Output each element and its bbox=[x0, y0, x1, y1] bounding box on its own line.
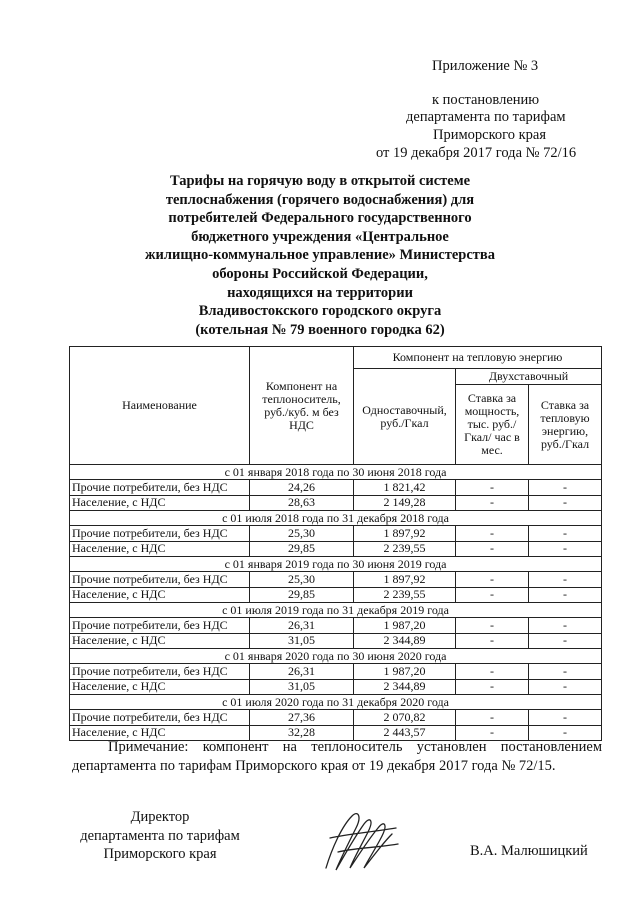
cell-energy-rate: - bbox=[529, 664, 602, 680]
title-line: бюджетного учреждения «Центральное bbox=[191, 228, 449, 245]
cell-single-rate: 2 344,89 bbox=[354, 633, 456, 649]
cell-energy-rate: - bbox=[529, 587, 602, 603]
cell-carrier: 29,85 bbox=[250, 587, 354, 603]
cell-carrier: 25,30 bbox=[250, 526, 354, 542]
header-energy-component: Компонент на тепловую энергию bbox=[354, 347, 602, 369]
cell-name: Население, с НДС bbox=[70, 587, 250, 603]
signatory-position bbox=[66, 808, 254, 864]
header-two-rate: Двухставочный bbox=[456, 369, 602, 385]
cell-single-rate: 2 070,82 bbox=[354, 710, 456, 726]
cell-energy-rate: - bbox=[529, 679, 602, 695]
document-title bbox=[100, 172, 540, 339]
cell-name: Население, с НДС bbox=[70, 725, 250, 741]
title-line: находящихся на территории bbox=[227, 284, 413, 301]
header-single-rate: Одноставочный, руб./Гкал bbox=[354, 369, 456, 465]
cell-single-rate: 1 897,92 bbox=[354, 572, 456, 588]
cell-carrier: 26,31 bbox=[250, 664, 354, 680]
note-line1: Примечание: компонент на теплоноситель установлен постановлением bbox=[108, 739, 602, 755]
tariff-table bbox=[69, 346, 602, 741]
cell-energy-rate: - bbox=[529, 526, 602, 542]
header-name: Наименование bbox=[70, 347, 250, 465]
handwritten-signature bbox=[318, 808, 404, 876]
cell-energy-rate: - bbox=[529, 618, 602, 634]
cell-carrier: 31,05 bbox=[250, 633, 354, 649]
cell-carrier: 25,30 bbox=[250, 572, 354, 588]
header-capacity-rate: Ставка за мощность, тыс. руб./Гкал/ час в мес. bbox=[456, 385, 529, 465]
table-row bbox=[70, 480, 602, 496]
header-energy-rate: Ставка за тепловую энергию, руб./Гкал bbox=[529, 385, 602, 465]
cell-carrier: 24,26 bbox=[250, 480, 354, 496]
appendix-ref-line3: Приморского края bbox=[433, 127, 547, 143]
cell-name: Прочие потребители, без НДС bbox=[70, 526, 250, 542]
cell-name: Прочие потребители, без НДС bbox=[70, 664, 250, 680]
period-label: с 01 июля 2018 года по 31 декабря 2018 года bbox=[70, 511, 602, 526]
signatory-name: В.А. Малюшицкий bbox=[470, 843, 588, 859]
table-row bbox=[70, 618, 602, 634]
cell-capacity-rate: - bbox=[456, 725, 529, 741]
note-line2: департамента по тарифам Приморского края от 19 декабря 2017 года № 72/15. bbox=[72, 758, 556, 774]
cell-energy-rate: - bbox=[529, 541, 602, 557]
title-line: обороны Российской Федерации, bbox=[212, 265, 428, 282]
cell-single-rate: 1 987,20 bbox=[354, 618, 456, 634]
cell-single-rate: 1 897,92 bbox=[354, 526, 456, 542]
period-label: с 01 января 2018 года по 30 июня 2018 года bbox=[70, 465, 602, 480]
period-label: с 01 июля 2019 года по 31 декабря 2019 года bbox=[70, 603, 602, 618]
table-row bbox=[70, 526, 602, 542]
cell-capacity-rate: - bbox=[456, 526, 529, 542]
cell-capacity-rate: - bbox=[456, 587, 529, 603]
cell-single-rate: 2 239,55 bbox=[354, 541, 456, 557]
table-row bbox=[70, 664, 602, 680]
title-line: Тарифы на горячую воду в открытой системе bbox=[169, 173, 471, 189]
table-row bbox=[70, 495, 602, 511]
period-row bbox=[70, 511, 602, 526]
cell-capacity-rate: - bbox=[456, 572, 529, 588]
table-row bbox=[70, 572, 602, 588]
cell-carrier: 31,05 bbox=[250, 679, 354, 695]
tariff-table-body bbox=[70, 465, 602, 741]
period-row bbox=[70, 603, 602, 618]
title-line: жилищно-коммунальное управление» Министерства bbox=[145, 247, 495, 264]
cell-carrier: 28,63 bbox=[250, 495, 354, 511]
table-row bbox=[70, 587, 602, 603]
appendix-ref-line4: от 19 декабря 2017 года № 72/16 bbox=[376, 145, 577, 161]
table-row bbox=[70, 541, 602, 557]
appendix-ref-line2: департамента по тарифам bbox=[406, 109, 566, 125]
period-label: с 01 января 2020 года по 30 июня 2020 года bbox=[70, 649, 602, 664]
table-row bbox=[70, 633, 602, 649]
cell-name: Население, с НДС bbox=[70, 679, 250, 695]
cell-capacity-rate: - bbox=[456, 495, 529, 511]
cell-single-rate: 1 821,42 bbox=[354, 480, 456, 496]
title-line: (котельная № 79 военного городка 62) bbox=[195, 321, 445, 338]
cell-single-rate: 2 239,55 bbox=[354, 587, 456, 603]
table-row bbox=[70, 679, 602, 695]
cell-energy-rate: - bbox=[529, 480, 602, 496]
position-line3: Приморского края bbox=[103, 846, 217, 862]
cell-capacity-rate: - bbox=[456, 541, 529, 557]
cell-energy-rate: - bbox=[529, 725, 602, 741]
period-row bbox=[70, 465, 602, 480]
title-line: Владивостокского городского округа bbox=[198, 303, 442, 320]
cell-single-rate: 2 344,89 bbox=[354, 679, 456, 695]
cell-name: Прочие потребители, без НДС bbox=[70, 572, 250, 588]
cell-capacity-rate: - bbox=[456, 618, 529, 634]
period-label: с 01 января 2019 года по 30 июня 2019 года bbox=[70, 557, 602, 572]
note bbox=[72, 738, 602, 776]
position-line1: Директор bbox=[130, 809, 190, 825]
header-carrier-component: Компонент на теплоноситель, руб./куб. м без НДС bbox=[250, 347, 354, 465]
cell-capacity-rate: - bbox=[456, 679, 529, 695]
cell-name: Население, с НДС bbox=[70, 495, 250, 511]
period-row bbox=[70, 557, 602, 572]
appendix-number: Приложение № 3 bbox=[432, 58, 539, 74]
cell-single-rate: 1 987,20 bbox=[354, 664, 456, 680]
title-line: теплоснабжения (горячего водоснабжения) для bbox=[165, 191, 475, 208]
table-row bbox=[70, 710, 602, 726]
cell-carrier: 27,36 bbox=[250, 710, 354, 726]
cell-single-rate: 2 443,57 bbox=[354, 725, 456, 741]
cell-energy-rate: - bbox=[529, 495, 602, 511]
cell-carrier: 26,31 bbox=[250, 618, 354, 634]
cell-name: Население, с НДС bbox=[70, 541, 250, 557]
cell-name: Прочие потребители, без НДС bbox=[70, 710, 250, 726]
period-row bbox=[70, 695, 602, 710]
cell-single-rate: 2 149,28 bbox=[354, 495, 456, 511]
cell-capacity-rate: - bbox=[456, 480, 529, 496]
cell-energy-rate: - bbox=[529, 710, 602, 726]
appendix-ref-line1: к постановлению bbox=[432, 92, 540, 108]
cell-capacity-rate: - bbox=[456, 664, 529, 680]
cell-name: Население, с НДС bbox=[70, 633, 250, 649]
cell-name: Прочие потребители, без НДС bbox=[70, 618, 250, 634]
period-row bbox=[70, 649, 602, 664]
position-line2: департамента по тарифам bbox=[80, 827, 240, 844]
cell-capacity-rate: - bbox=[456, 710, 529, 726]
cell-carrier: 32,28 bbox=[250, 725, 354, 741]
cell-energy-rate: - bbox=[529, 633, 602, 649]
title-line: потребителей Федерального государственного bbox=[168, 210, 472, 227]
cell-carrier: 29,85 bbox=[250, 541, 354, 557]
cell-name: Прочие потребители, без НДС bbox=[70, 480, 250, 496]
cell-energy-rate: - bbox=[529, 572, 602, 588]
cell-capacity-rate: - bbox=[456, 633, 529, 649]
period-label: с 01 июля 2020 года по 31 декабря 2020 года bbox=[70, 695, 602, 710]
